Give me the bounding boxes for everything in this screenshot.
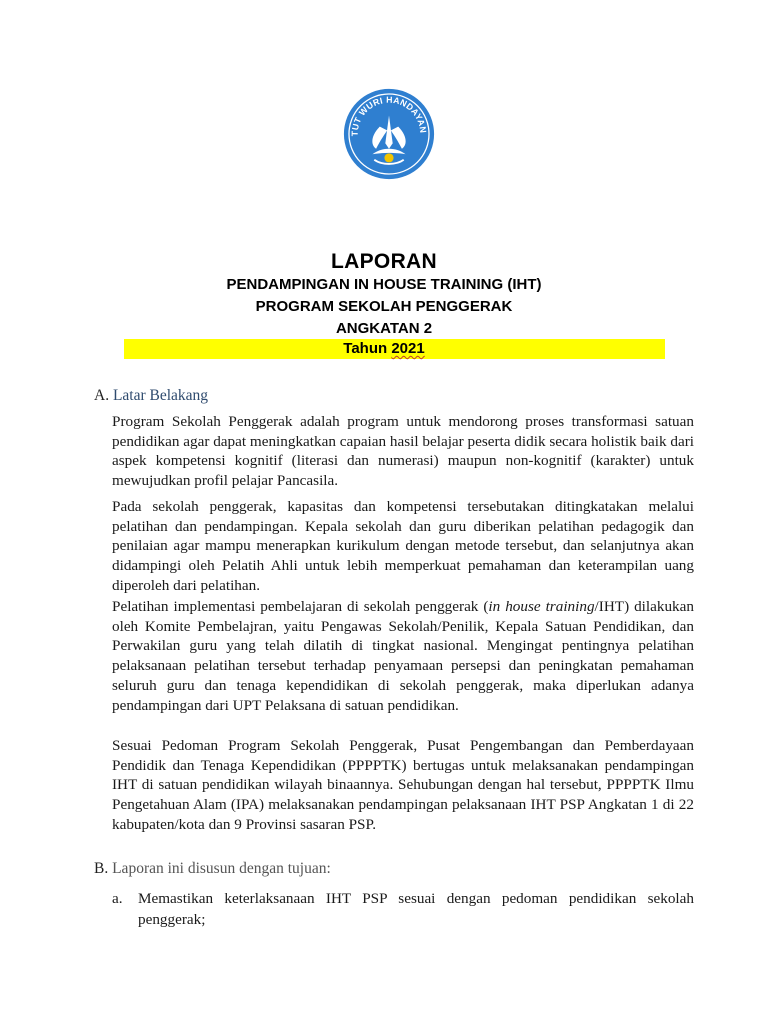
paragraph-3-start: Pelatihan implementasi pembelajaran di sekolah penggerak ( bbox=[112, 598, 489, 615]
year-word: Tahun bbox=[343, 340, 388, 357]
section-a-label: A. bbox=[94, 387, 110, 404]
paragraph-3-end: /IHT) dilakukan oleh Komite Pembelajran, yaitu Pengawas Sekolah/Penilik, Kepala Satuan Pendidikan, dan Perwakilan guru yang telah dilatih di tingkat nasional. Mengingat pentingnya pelatihan pelaksanaan pelatihan tersebut terhadap penyamaan persepsi dan peningkatan pemahaman seluruh guru dan tenaga kependidikan di sekolah penggerak, maka diperlukan adanya pendampingan dari UPT Pelaksana di satuan pendidikan. bbox=[112, 598, 694, 714]
report-subtitle-1: PENDAMPINGAN IN HOUSE TRAINING (IHT) bbox=[226, 276, 542, 293]
section-a-heading bbox=[94, 387, 208, 405]
section-b-label: B. bbox=[94, 860, 109, 877]
section-a-title: Latar Belakang bbox=[112, 387, 209, 404]
list-item-text: Memastikan keterlaksanaan IHT PSP sesuai dengan pedoman pendidikan sekolah penggerak; bbox=[138, 890, 694, 928]
tut-wuri-handayani-logo bbox=[343, 88, 435, 180]
section-b-heading bbox=[94, 860, 331, 878]
list-item bbox=[112, 888, 694, 930]
report-subtitle-2: PROGRAM SEKOLAH PENGGERAK bbox=[255, 298, 513, 315]
report-title: LAPORAN bbox=[331, 250, 437, 273]
section-b-title: Laporan ini disusun dengan tujuan: bbox=[112, 860, 331, 877]
paragraph-1: Program Sekolah Penggerak adalah program untuk mendorong proses transformasi satuan pendidikan agar dapat meningkatkan capaian hasil belajar peserta didik secara holistik baik dari aspek kompetensi kognitif (literasi dan numerasi) maupun non-kognitif (karakter) untuk mewujudkan profil pelajar Pancasila. bbox=[112, 413, 694, 490]
paragraph-2: Pada sekolah penggerak, kapasitas dan kompetensi tersebutakan ditingkatakan melalui pelatihan dan pendampingan. Kepala sekolah dan guru diberikan pelatihan pedagogik dan penilaian agar mampu menerapkan kurikulum dengan metode tersebut, dan selanjutnya akan didampingi oleh Pelatih Ahli untuk lebih memperkuat pemahaman dan keterampilan uang diperoleh dari pelatihan. bbox=[112, 498, 694, 594]
paragraph-4: Sesuai Pedoman Program Sekolah Penggerak, Pusat Pengembangan dan Pemberdayaan Pendidik dan Tenaga Kependidikan (PPPPTK) bertugas untuk melaksanakan pendampingan IHT di satuan pendidikan wilayah binaannya. Sehubungan dengan hal tersebut, PPPPTK Ilmu Pengetahuan Alam (IPA) melaksanakan pendampingan pelaksanaan IHT PSP Angkatan 1 di 22 kabupaten/kota dan 9 Provinsi sasaran PSP. bbox=[112, 737, 694, 833]
paragraph-3 bbox=[112, 597, 694, 715]
report-subtitle-3: ANGKATAN 2 bbox=[335, 320, 433, 337]
logo-motto: TUT WURI HANDAYAN bbox=[349, 94, 429, 137]
report-year bbox=[0, 340, 768, 357]
list-item-marker: a. bbox=[112, 890, 123, 907]
year-number: 2021 bbox=[391, 340, 425, 357]
paragraph-3-italic: in house training bbox=[488, 598, 595, 615]
